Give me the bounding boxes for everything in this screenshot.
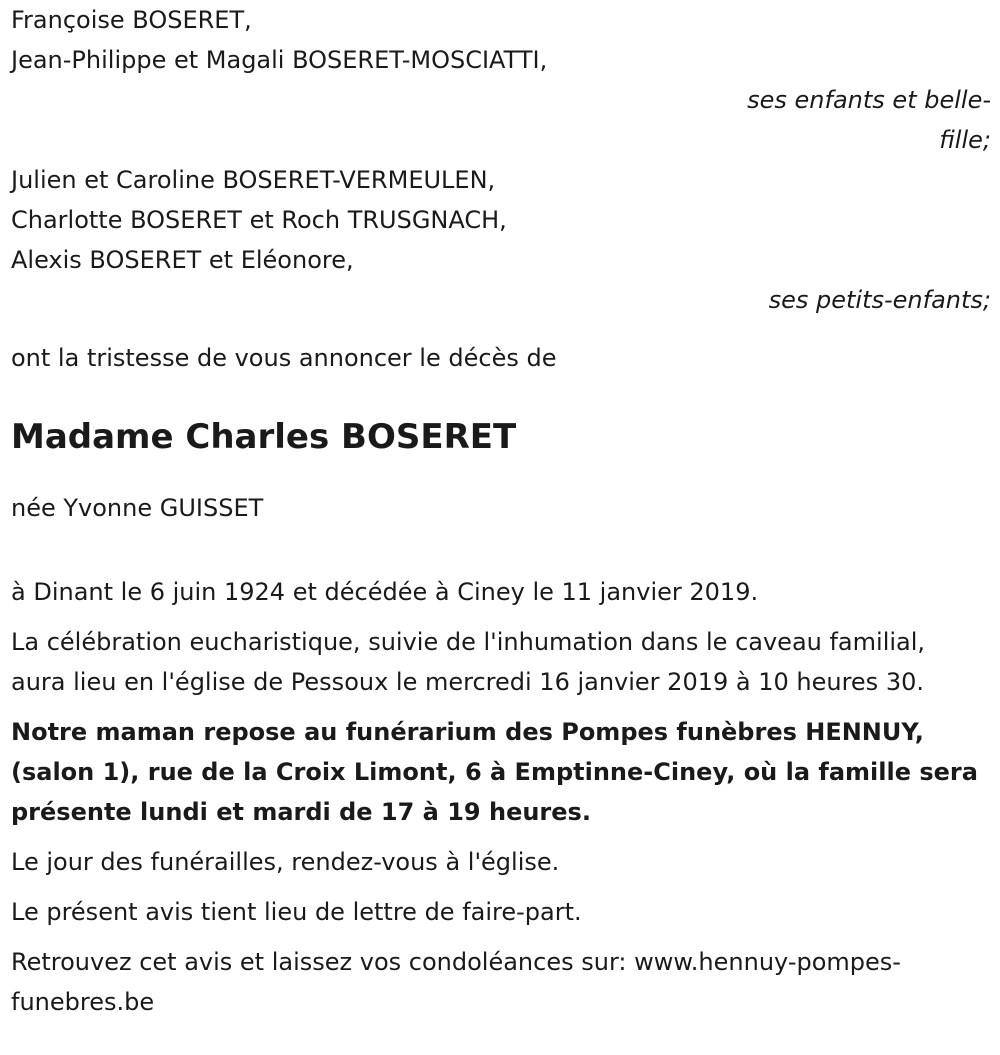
death-notice bbox=[11, 0, 991, 1022]
funeral-day-paragraph: Le jour des funérailles, rendez-vous à l'église. bbox=[11, 848, 560, 876]
grandchildren-block bbox=[11, 160, 991, 320]
grandchild-name: Charlotte BOSERET et Roch TRUSGNACH, bbox=[11, 206, 507, 234]
grandchildren-relation: ses petits-enfants; bbox=[768, 286, 991, 314]
dates-paragraph: à Dinant le 6 juin 1924 et décédée à Ciney le 11 janvier 2019. bbox=[11, 578, 759, 606]
online-paragraph: Retrouvez cet avis et laissez vos condoléances sur: www.hennuy-pompes-funebres.be bbox=[11, 948, 901, 1016]
funerarium-paragraph: Notre maman repose au funérarium des Pompes funèbres HENNUY, (salon 1), rue de la Croix Limont, 6 à Emptinne-Ciney, où la famille sera présente lundi et mardi de 17 à 19 heures. bbox=[11, 718, 978, 826]
celebration-paragraph: La célébration eucharistique, suivie de l'inhumation dans le caveau familial, aura lieu en l'église de Pessoux le mercredi 16 janvier 2019 à 10 heures 30. bbox=[11, 628, 926, 696]
announcement-text: ont la tristesse de vous annoncer le décès de bbox=[11, 344, 557, 372]
children-relation bbox=[711, 80, 991, 160]
deceased-name: Madame Charles BOSERET bbox=[11, 417, 517, 457]
children-relation-line2: fille; bbox=[939, 126, 991, 154]
grandchild-name: Alexis BOSERET et Eléonore, bbox=[11, 246, 354, 274]
birth-name: née Yvonne GUISSET bbox=[11, 494, 264, 522]
child-name: Françoise BOSERET, bbox=[11, 6, 252, 34]
children-block bbox=[11, 0, 991, 160]
notice-paragraph: Le présent avis tient lieu de lettre de faire-part. bbox=[11, 898, 582, 926]
grandchild-name: Julien et Caroline BOSERET-VERMEULEN, bbox=[11, 166, 496, 194]
children-relation-line1: ses enfants et belle- bbox=[747, 86, 991, 114]
child-name: Jean-Philippe et Magali BOSERET-MOSCIATTI, bbox=[11, 46, 548, 74]
